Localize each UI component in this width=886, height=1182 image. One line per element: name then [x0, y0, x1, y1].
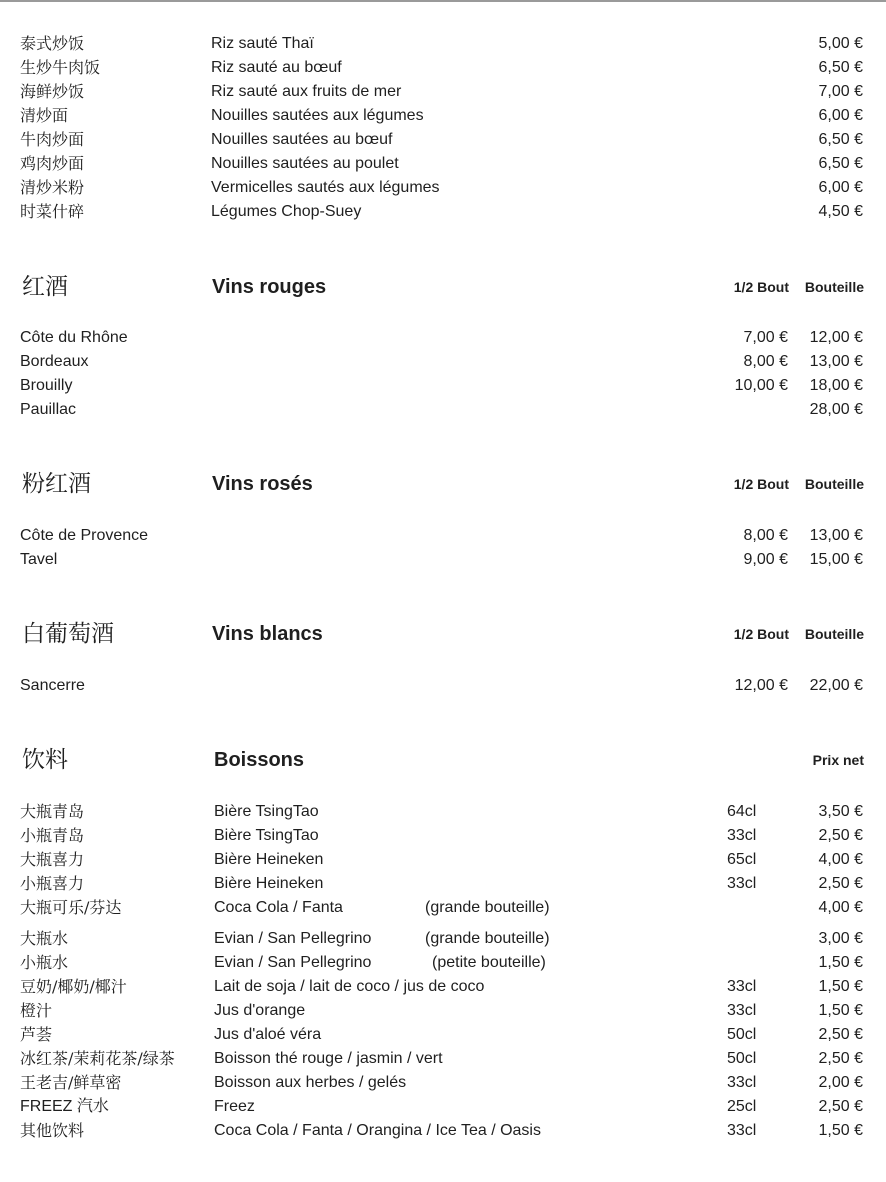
- wine-name: Brouilly: [20, 377, 73, 394]
- drink-volume: 33cl: [727, 875, 757, 892]
- drink-name-zh: 大瓶可乐/芬达: [20, 898, 122, 917]
- drink-item: [0, 896, 886, 920]
- item-name-zh: 泰式炒饭: [20, 34, 85, 53]
- half-bottle-price: 8,00 €: [743, 353, 788, 370]
- item-name-fr: Riz sauté au bœuf: [211, 59, 342, 76]
- item-name-zh: 鸡肉炒面: [20, 154, 85, 173]
- drink-item: [0, 1095, 886, 1119]
- section-title-fr: Boissons: [214, 749, 305, 771]
- column-header-half-bottle: 1/2 Bout: [733, 476, 789, 492]
- top-border: [0, 0, 886, 2]
- drink-name-fr: Bière Heineken: [214, 851, 324, 868]
- item-price: 6,00 €: [818, 107, 863, 124]
- wine-item: [0, 374, 886, 398]
- wine-item: [0, 398, 886, 422]
- drink-price: 4,00 €: [818, 851, 863, 868]
- section-title-fr: Vins blancs: [212, 623, 323, 645]
- drink-name-zh: 小瓶喜力: [20, 874, 85, 893]
- column-header-half-bottle: 1/2 Bout: [733, 279, 789, 295]
- menu-item: [0, 176, 886, 200]
- drink-price: 1,50 €: [818, 954, 863, 971]
- drink-item: [0, 1023, 886, 1047]
- drink-name-fr: Coca Cola / Fanta / Orangina / Ice Tea / Oasis: [214, 1122, 541, 1139]
- half-bottle-price: 9,00 €: [743, 551, 788, 568]
- drink-name-zh: 豆奶/椰奶/椰汁: [20, 977, 127, 996]
- section-title-zh: 饮料: [22, 747, 68, 773]
- drink-item: [0, 975, 886, 999]
- half-bottle-price: 10,00 €: [734, 377, 788, 394]
- drink-price: 3,50 €: [818, 803, 863, 820]
- drink-name-fr: Evian / San Pellegrino: [214, 954, 372, 971]
- wine-name: Tavel: [20, 551, 58, 568]
- section-title-zh: 红酒: [22, 274, 68, 300]
- item-price: 6,50 €: [818, 155, 863, 172]
- item-price: 5,00 €: [818, 35, 863, 52]
- drink-name-zh: 小瓶青岛: [20, 826, 85, 845]
- wine-name: Sancerre: [20, 677, 85, 694]
- drink-name-fr: Bière TsingTao: [214, 803, 319, 820]
- drink-name-fr: Freez: [214, 1098, 255, 1115]
- wine-item: [0, 674, 886, 698]
- section-title-zh: 粉红酒: [22, 471, 91, 497]
- wine-name: Bordeaux: [20, 353, 89, 370]
- item-name-fr: Riz sauté aux fruits de mer: [211, 83, 402, 100]
- wine-name: Côte du Rhône: [20, 329, 128, 346]
- item-name-zh: 清炒米粉: [20, 178, 85, 197]
- wine-item: [0, 548, 886, 572]
- item-name-zh: 海鲜炒饭: [20, 82, 85, 101]
- drink-item: [0, 951, 886, 975]
- section-header-rose-wine: [0, 467, 886, 501]
- drink-item: [0, 999, 886, 1023]
- drink-volume: 50cl: [727, 1050, 757, 1067]
- item-price: 4,50 €: [818, 203, 863, 220]
- drink-name-fr: Boisson aux herbes / gelés: [214, 1074, 407, 1091]
- section-header-drinks: [0, 743, 886, 777]
- drink-item: [0, 824, 886, 848]
- drink-name-zh: 大瓶喜力: [20, 850, 85, 869]
- drink-name-fr: Jus d'aloé véra: [214, 1026, 322, 1043]
- drink-price: 2,50 €: [818, 1026, 863, 1043]
- half-bottle-price: 7,00 €: [743, 329, 788, 346]
- drink-name-zh: 其他饮料: [20, 1121, 85, 1140]
- wine-name: Côte de Provence: [20, 527, 149, 544]
- item-price: 6,50 €: [818, 59, 863, 76]
- drink-note: (grande bouteille): [425, 899, 550, 916]
- item-name-fr: Nouilles sautées au bœuf: [211, 131, 393, 148]
- menu-item: [0, 104, 886, 128]
- drink-note: (grande bouteille): [425, 930, 550, 947]
- menu-item: [0, 80, 886, 104]
- drink-price: 2,50 €: [818, 1098, 863, 1115]
- bottle-price: 18,00 €: [809, 377, 863, 394]
- bottle-price: 28,00 €: [809, 401, 863, 418]
- half-bottle-price: 8,00 €: [743, 527, 788, 544]
- drink-price: 2,00 €: [818, 1074, 863, 1091]
- menu-item: [0, 32, 886, 56]
- drink-price: 4,00 €: [818, 899, 863, 916]
- bottle-price: 22,00 €: [809, 677, 863, 694]
- wine-name: Pauillac: [20, 401, 77, 418]
- drink-item: [0, 1071, 886, 1095]
- item-name-fr: Légumes Chop-Suey: [211, 203, 362, 220]
- item-price: 7,00 €: [818, 83, 863, 100]
- section-title-zh: 白葡萄酒: [22, 621, 114, 647]
- drink-name-fr: Jus d'orange: [214, 1002, 306, 1019]
- half-bottle-price: 12,00 €: [734, 677, 788, 694]
- drink-name-fr: Bière Heineken: [214, 875, 324, 892]
- drink-name-zh: 大瓶水: [20, 929, 69, 948]
- drink-item: [0, 848, 886, 872]
- drink-item: [0, 872, 886, 896]
- drink-name-zh: 小瓶水: [20, 953, 69, 972]
- drink-price: 2,50 €: [818, 875, 863, 892]
- wine-item: [0, 350, 886, 374]
- drink-volume: 33cl: [727, 827, 757, 844]
- bottle-price: 15,00 €: [809, 551, 863, 568]
- drink-price: 2,50 €: [818, 1050, 863, 1067]
- drink-price: 2,50 €: [818, 827, 863, 844]
- section-title-fr: Vins rosés: [212, 473, 313, 495]
- drink-note: (petite bouteille): [432, 954, 546, 971]
- drink-volume: 65cl: [727, 851, 757, 868]
- drink-volume: 33cl: [727, 1122, 757, 1139]
- drink-name-zh: 大瓶青岛: [20, 802, 85, 821]
- drink-volume: 50cl: [727, 1026, 757, 1043]
- drink-volume: 33cl: [727, 1074, 757, 1091]
- section-header-white-wine: [0, 617, 886, 651]
- drink-name-zh: FREEZ 汽水: [20, 1098, 109, 1115]
- drink-volume: 64cl: [727, 803, 757, 820]
- wine-item: [0, 326, 886, 350]
- menu-item: [0, 56, 886, 80]
- column-header-net-price: Prix net: [812, 752, 864, 768]
- drink-volume: 25cl: [727, 1098, 757, 1115]
- item-price: 6,50 €: [818, 131, 863, 148]
- drink-name-zh: 冰红茶/茉莉花茶/绿茶: [20, 1049, 175, 1068]
- column-header-bottle: Bouteille: [804, 626, 864, 642]
- drink-price: 1,50 €: [818, 1122, 863, 1139]
- drink-price: 1,50 €: [818, 1002, 863, 1019]
- drink-name-zh: 橙汁: [20, 1001, 53, 1020]
- item-name-zh: 牛肉炒面: [20, 130, 85, 149]
- item-name-zh: 清炒面: [20, 106, 69, 125]
- drink-name-fr: Bière TsingTao: [214, 827, 319, 844]
- column-header-bottle: Bouteille: [804, 476, 864, 492]
- drink-name-fr: Lait de soja / lait de coco / jus de coco: [214, 978, 485, 995]
- item-name-fr: Riz sauté Thaï: [211, 35, 314, 52]
- drink-item: [0, 1119, 886, 1143]
- wine-item: [0, 524, 886, 548]
- drink-volume: 33cl: [727, 1002, 757, 1019]
- drink-name-fr: Evian / San Pellegrino: [214, 930, 372, 947]
- drink-name-fr: Boisson thé rouge / jasmin / vert: [214, 1050, 443, 1067]
- section-header-red-wine: [0, 270, 886, 304]
- column-header-bottle: Bouteille: [804, 279, 864, 295]
- drink-item: [0, 927, 886, 951]
- menu-item: [0, 152, 886, 176]
- drink-name-fr: Coca Cola / Fanta: [214, 899, 343, 916]
- item-price: 6,00 €: [818, 179, 863, 196]
- bottle-price: 13,00 €: [809, 527, 863, 544]
- drink-item: [0, 1047, 886, 1071]
- item-name-zh: 生炒牛肉饭: [20, 58, 101, 77]
- item-name-fr: Vermicelles sautés aux légumes: [211, 179, 440, 196]
- section-title-fr: Vins rouges: [212, 276, 327, 298]
- bottle-price: 13,00 €: [809, 353, 863, 370]
- column-header-half-bottle: 1/2 Bout: [733, 626, 789, 642]
- drink-volume: 33cl: [727, 978, 757, 995]
- bottle-price: 12,00 €: [809, 329, 863, 346]
- drink-name-zh: 王老吉/鲜草密: [20, 1073, 122, 1092]
- item-name-zh: 时菜什碎: [20, 202, 85, 221]
- drink-price: 1,50 €: [818, 978, 863, 995]
- drink-name-zh: 芦荟: [20, 1025, 53, 1044]
- menu-item: [0, 200, 886, 224]
- drink-item: [0, 800, 886, 824]
- item-name-fr: Nouilles sautées aux légumes: [211, 107, 424, 124]
- menu-item: [0, 128, 886, 152]
- item-name-fr: Nouilles sautées au poulet: [211, 155, 399, 172]
- drink-price: 3,00 €: [818, 930, 863, 947]
